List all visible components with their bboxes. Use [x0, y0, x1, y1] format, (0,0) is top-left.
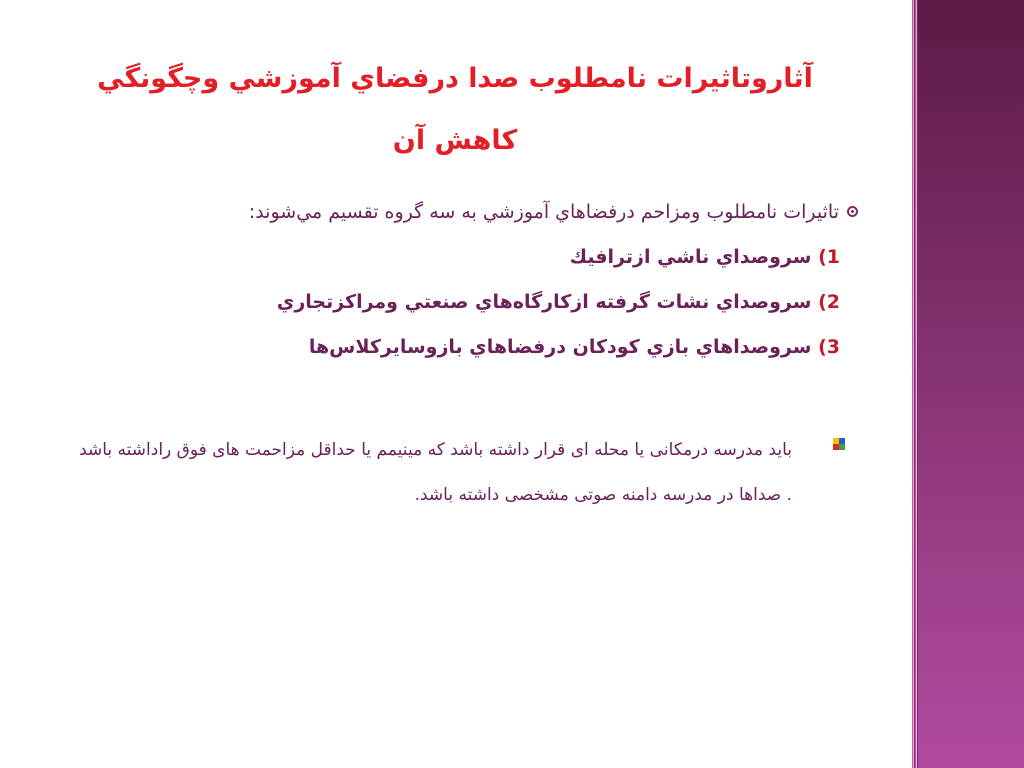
circle-dot-bullet-icon	[847, 206, 858, 217]
list-text: سروصداي ناشي ازترافيك	[569, 246, 812, 268]
list-text: سروصداهاي بازي كودكان درفضاهاي بازوسايركلاس‌ها	[308, 336, 812, 358]
intro-text: تاثيرات نامطلوب ومزاحم درفضاهاي آموزشي به سه گروه تقسيم مي‌شوند:	[248, 201, 839, 223]
slide-title: آثاروتاثيرات نامطلوب صدا درفضاي آموزشي وچگونگي كاهش آن	[97, 63, 813, 156]
list-number: 2)	[818, 291, 840, 313]
list-text: سروصداي نشات گرفته ازكارگاه‌هاي صنعتي ومراكزتجاري	[276, 291, 812, 313]
intro-paragraph	[80, 190, 858, 235]
content-block	[80, 190, 858, 370]
decorative-side-band	[912, 0, 1024, 768]
list-item	[80, 280, 840, 325]
list-number: 1)	[818, 246, 840, 268]
side-band-edge	[912, 0, 918, 768]
list-item	[80, 325, 840, 370]
note-paragraph: باید مدرسه درمکانی یا محله ای قرار داشته باشد که مینیمم یا حداقل مزاحمت های فوق راداشته باشد . صداها در مدرسه دامنه صوتی مشخصی داشته باشد.	[79, 440, 792, 505]
list-number: 3)	[818, 336, 840, 358]
flag-bullet-icon	[832, 437, 846, 451]
list-item	[80, 235, 840, 280]
